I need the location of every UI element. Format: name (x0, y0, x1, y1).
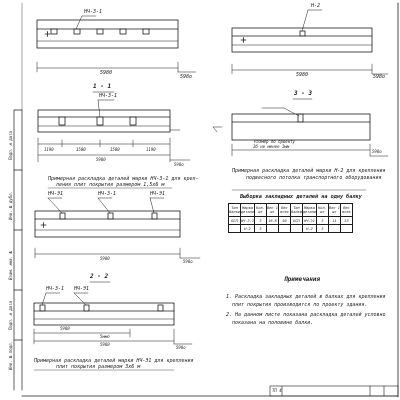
table-cell (328, 225, 340, 233)
dim-top-left-span: 5980 (100, 70, 113, 76)
table-header-cell: Вес 1 шт (328, 204, 340, 217)
table-header-row (229, 204, 353, 217)
table-header-cell: Марка детали (241, 204, 255, 217)
mark-label-top-right: Н-2 (311, 3, 321, 9)
section-3-3-note-2: 3б не менее 1мм (253, 144, 290, 149)
left-binding-strip (14, 3, 22, 390)
beam-elevation-top-right (232, 10, 388, 74)
side-label-2: Подп. и дата (8, 301, 13, 330)
dim-1500-a: 1500 (76, 147, 86, 152)
mark-label-2-2-b: НЧ-Э1 (74, 286, 90, 292)
caption-1-line-2: ления плит покрытия размером 1,5х6 м (56, 182, 165, 188)
table-cell: БСП (290, 217, 302, 225)
dim-2-2-total-b: 598о (176, 345, 186, 350)
beam-elevation-top-left (37, 16, 196, 72)
table-cell: 3 (316, 217, 328, 225)
dim-1190-b: 1190 (146, 147, 156, 152)
table-title: Выборка закладных деталей на одну балку (240, 194, 362, 200)
table-cell: 3 (316, 225, 328, 233)
mark-label-top-left: НЧ-3-1 (84, 9, 103, 15)
dim-1-1-total: 5980 (96, 157, 106, 162)
table-cell: Н-2 (241, 225, 255, 233)
section-3-3-cross-section (213, 99, 388, 156)
table-cell: 11 (328, 217, 340, 225)
table-header-cell: Кол. шт (254, 204, 266, 217)
table-cell (229, 225, 241, 233)
dim-1-1-total-b: 598о (174, 162, 184, 167)
side-label-5: Подп. и дата (8, 131, 13, 160)
table-cell (290, 225, 302, 233)
table-cell: 33 (340, 217, 352, 225)
stamp-text: ТП 4 (272, 388, 282, 393)
table-header-cell: Тип балки (229, 204, 241, 217)
table-cell: НЧ-3-1 (241, 218, 254, 223)
dim-2-2-part: 5980 (60, 326, 70, 331)
note-1-line-2: плит покрытия производится по проекту здания. (232, 302, 368, 308)
side-label-3: Взам. инв. № (8, 251, 13, 280)
section-3-3-title: 3 - 3 (294, 90, 313, 97)
table-header-cell: Марка детали (302, 204, 316, 217)
dim-top-right-span-b: 598о (373, 74, 386, 80)
section-1-1-title: 1 - 1 (93, 83, 112, 90)
mark-label-view-c-2: НЧ-3-1 (98, 191, 117, 197)
mark-label-view-c-3: НЧ-Э1 (150, 191, 166, 197)
dim-view-c-total: 5980 (100, 256, 110, 261)
table-row (229, 225, 353, 233)
caption-1-line-1: Примерная раскладка деталей марки НЧ-3-1 для креп- (48, 176, 199, 182)
dim-2-2-5mm: 5ммо (100, 334, 110, 339)
caption-3-line-2: плит покрытия размером 3х6 м (56, 364, 141, 370)
dim-1500-b: 1500 (110, 147, 120, 152)
mark-label-view-1: НЧ-3-1 (99, 93, 118, 99)
note-1-line-1: 1. Раскладка закладных деталей в балках для крепления (226, 294, 386, 300)
table-header-cell: Вес 1 шт (266, 204, 278, 217)
mark-label-view-c-1: НЧ-Э1 (48, 191, 64, 197)
caption-3-line-1: Примерная раскладка деталей марки НЧ-Э1 для крепления (34, 358, 194, 364)
spec-table (228, 203, 353, 233)
dim-top-right-span: 5980 (296, 72, 309, 78)
dim-3-3-total: 598о (372, 149, 382, 154)
section-3-3-note-1: Размер по проекту (254, 139, 295, 144)
table-cell: Н-2 (302, 225, 316, 233)
table-header-cell: Вес всех (340, 204, 352, 217)
table-cell (278, 225, 290, 233)
beam-elevation-middle (35, 198, 200, 258)
note-2-line-2: показана на половине балки. (232, 320, 314, 326)
dim-view-c-total-b: 598о (183, 259, 193, 264)
title-stamp (270, 386, 398, 396)
side-label-1: Инв. № подл. (8, 341, 13, 370)
dim-1190: 1190 (44, 147, 54, 152)
table-cell: 3 (254, 217, 266, 225)
dim-top-left-span-b: 598о (180, 74, 193, 80)
note-2-line-1: 2. На данном листе показана раскладка деталей условно (226, 312, 386, 318)
table-cell: 3 (254, 225, 266, 233)
side-label-4: Инв. № дубл. (8, 191, 13, 220)
notes-title: Примечания (284, 276, 321, 283)
table-cell: НЧ-Э1 (304, 218, 315, 223)
section-2-2-title: 2 - 2 (90, 273, 109, 280)
caption-2-line-1: Примерная раскладка деталей марки Н-2 для крепления (232, 168, 386, 174)
mark-label-2-2-a: НЧ-3-1 (46, 286, 65, 292)
dim-2-2-total: 5980 (100, 342, 110, 347)
table-cell: БСП (229, 217, 241, 225)
table-header-cell: Вес всех (278, 204, 290, 217)
table-cell (340, 225, 352, 233)
table-cell: 16.8 (268, 218, 277, 223)
table-header-cell: Тип балки (290, 204, 302, 217)
table-row (229, 217, 353, 225)
table-header-cell: Кол. шт (316, 204, 328, 217)
caption-2-line-2: подвесного потолка транспортного оборудования (246, 175, 382, 181)
section-1-1-elevation (38, 100, 190, 162)
table-cell: 50 (278, 217, 290, 225)
table-cell (266, 225, 278, 233)
